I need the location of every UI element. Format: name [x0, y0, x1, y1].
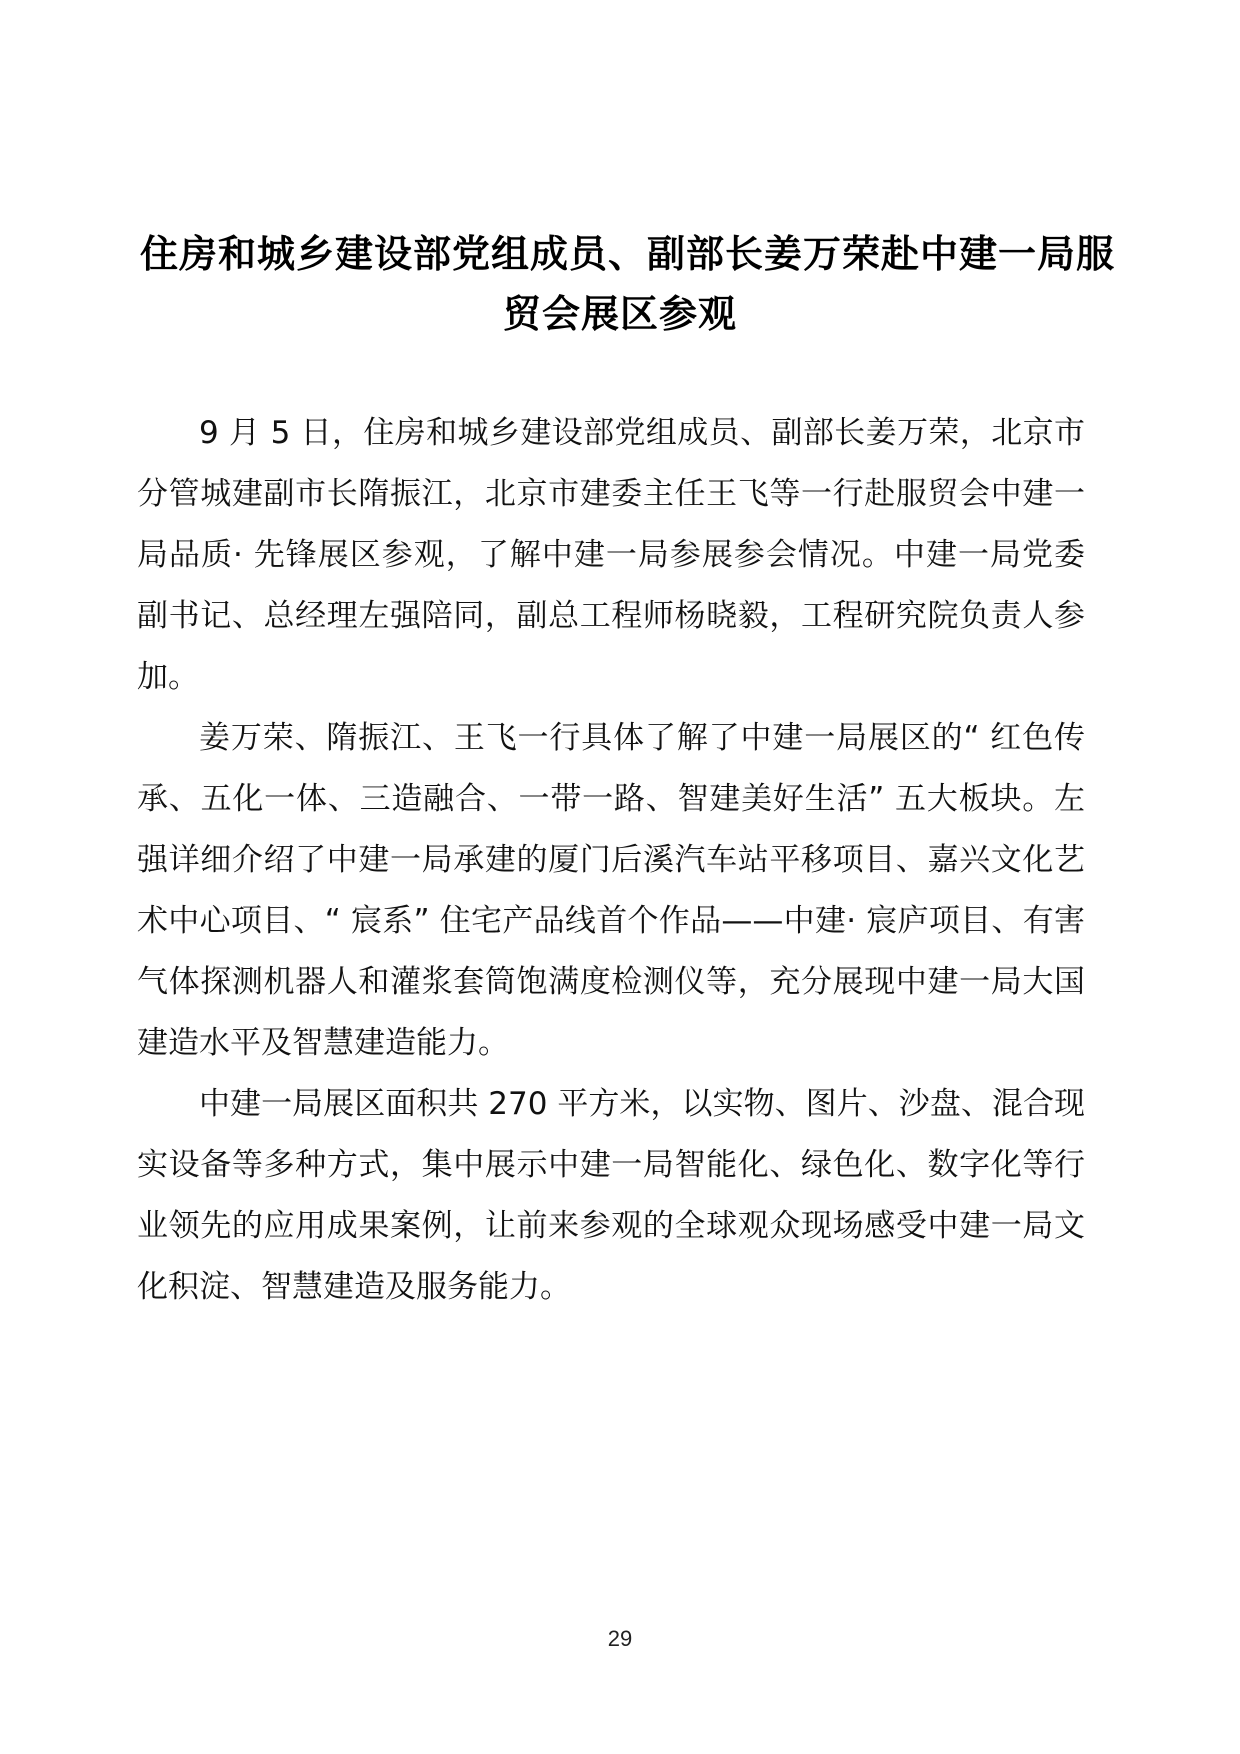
- page-title: [140, 224, 1116, 344]
- article-body: [137, 403, 1085, 1318]
- page-number: 29: [607, 1626, 633, 1651]
- paragraph-1: 9 月 5 日，住房和城乡建设部党组成员、副部长姜万荣，北京市分管城建副市长隋振江，北京市建委主任王飞等一行赴服贸会中建一局品质· 先锋展区参观，了解中建一局参展参会情况。中建一局党委副书记、总经理左强陪同，副总工程师杨晓毅，工程研究院负责人参加。: [137, 415, 1085, 695]
- paragraph-2: 姜万荣、隋振江、王飞一行具体了解了中建一局展区的“ 红色传承、五化一体、三造融合、一带一路、智建美好生活” 五大板块。左强详细介绍了中建一局承建的厦门后溪汽车站平移项目、嘉兴文化艺术中心项目、“ 宸系” 住宅产品线首个作品——中建· 宸庐项目、有害气体探测机器人和灌浆套筒饱满度检测仪等，充分展现中建一局大国建造水平及智慧建造能力。: [137, 720, 1085, 1061]
- paragraph-3: 中建一局展区面积共 270 平方米，以实物、图片、沙盘、混合现实设备等多种方式，集中展示中建一局智能化、绿色化、数字化等行业领先的应用成果案例，让前来参观的全球观众现场感受中建一局文化积淀、智慧建造及服务能力。: [137, 1086, 1085, 1305]
- title-line-2: 贸会展区参观: [502, 291, 737, 336]
- title-line-1: 住房和城乡建设部党组成员、副部长姜万荣赴中建一局服: [140, 231, 1116, 276]
